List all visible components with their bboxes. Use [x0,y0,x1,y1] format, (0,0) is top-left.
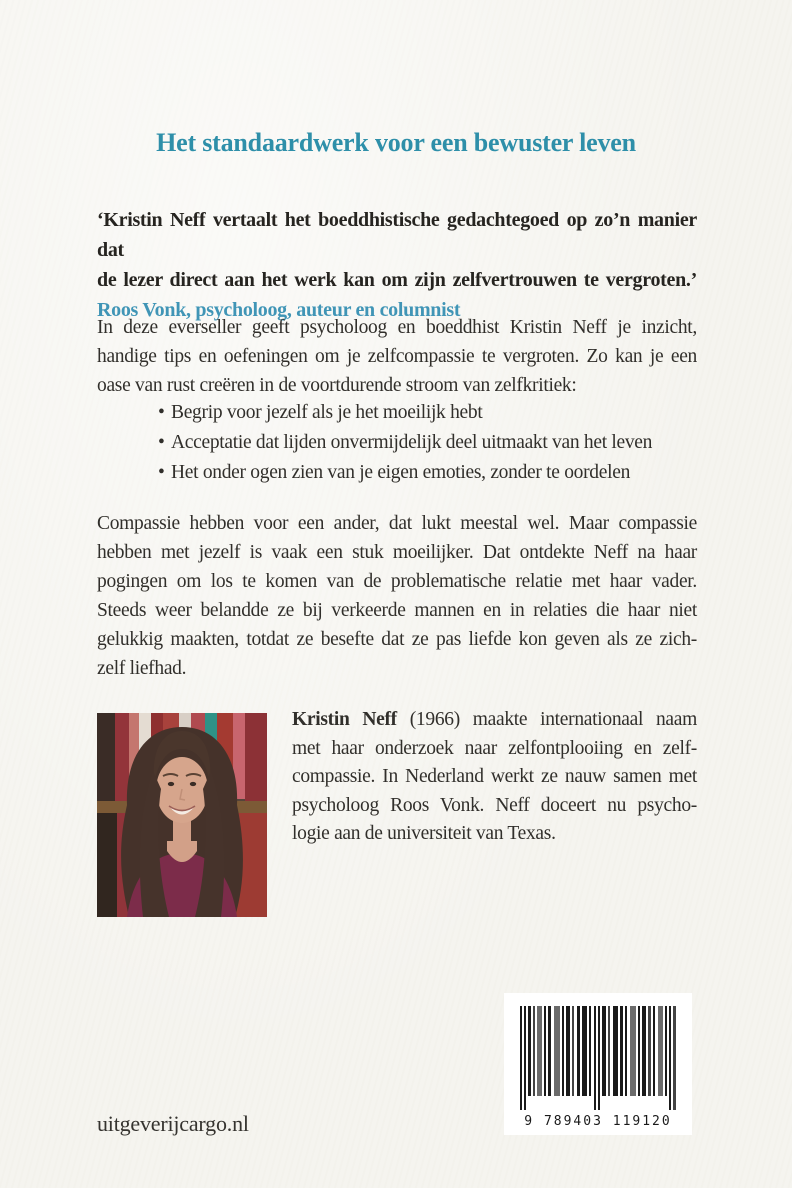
bullet-icon: • [158,462,165,483]
list-item-text: Begrip voor jezelf als je het moeilijk hebt [171,402,483,423]
bio-line-2: met haar onderzoek naar zelfontplooiing en zelf- [292,737,697,759]
bio-line-1 [292,706,697,735]
author-bio [292,706,697,849]
quote-line-2: de lezer direct aan het werk kan om zijn zelfvertrouwen te vergroten.’ [97,269,697,291]
isbn-barcode [504,993,692,1135]
bio-line-3: compassie. In Nederland werkt ze nauw samen met [292,766,697,788]
publisher-website: uitgeverijcargo.nl [97,1111,249,1136]
body-line-4: Steeds weer belandde ze bij verkeerde mannen en in relaties die haar niet [97,600,697,621]
portrait-woman [121,727,243,917]
main-paragraph [97,509,697,683]
body-line-6: zelf liefhad. [97,658,187,679]
benefits-list [97,398,697,488]
review-quote [97,205,697,325]
bio-line-1-rest: (1966) maakte internationaal naam [396,709,697,730]
author-section [97,709,697,923]
quote-line-1: ‘Kristin Neff vertaalt het boeddhistische gedachtegoed op zo’n manier dat [97,209,697,261]
intro-line-2: handige tips en oefeningen om je zelfcompassie te vergroten. Zo kan je een [97,346,697,367]
list-item [97,398,697,428]
intro-line-1: In deze everseller geeft psycholoog en boeddhist Kristin Neff je inzicht, [97,317,697,338]
author-photo [97,713,267,917]
body-line-5: gelukkig maakten, totdat ze besefte dat ze pas liefde kon geven als ze zich- [97,629,697,650]
list-item [97,458,697,488]
barcode-bars-icon [520,1006,676,1118]
list-item [97,428,697,458]
tagline-heading: Het standaardwerk voor een bewuster leven [156,128,636,157]
author-name: Kristin Neff [292,709,397,730]
intro-paragraph [97,313,697,400]
bullet-icon: • [158,402,165,423]
bio-line-4: psycholoog Roos Vonk. Neff doceert nu psycho- [292,794,697,816]
body-line-3: pogingen om los te komen van de problematische relatie met haar vader. [97,571,697,592]
body-line-1: Compassie hebben voor een ander, dat lukt meestal wel. Maar compassie [97,513,697,534]
intro-line-3: oase van rust creëren in de voortdurende stroom van zelfkritiek: [97,375,577,396]
body-line-2: hebben met jezelf is vaak een stuk moeilijker. Dat ontdekte Neff na haar [97,542,697,563]
list-item-text: Het onder ogen zien van je eigen emoties, zonder te oordelen [171,462,631,483]
barcode-digits: 9 789403 119120 [524,1114,672,1129]
quote-attribution: Roos Vonk, psycholoog, auteur en columnist [97,299,461,321]
bio-line-5: logie aan de universiteit van Texas. [292,823,556,845]
list-item-text: Acceptatie dat lijden onvermijdelijk deel uitmaakt van het leven [171,432,653,453]
bullet-icon: • [158,432,165,453]
